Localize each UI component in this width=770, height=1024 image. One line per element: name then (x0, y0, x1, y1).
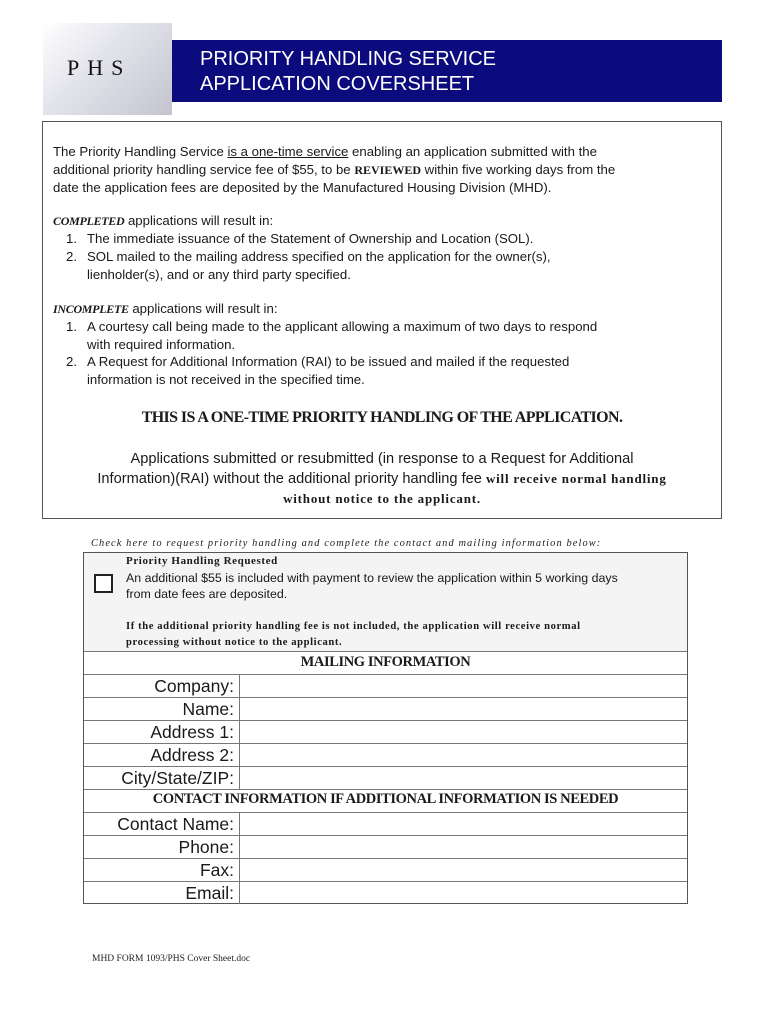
applications-note-line: Applications submitted or resubmitted (in response to a Request for Additional (130, 451, 634, 467)
intro-box (42, 121, 722, 519)
fax-row (84, 858, 687, 881)
form-footer: MHD FORM 1093/PHS Cover Sheet.doc (92, 954, 251, 964)
company-field[interactable] (239, 675, 686, 697)
priority-title: Priority Handling Requested (126, 555, 278, 567)
email-field[interactable] (239, 882, 686, 904)
fax-field[interactable] (239, 859, 686, 881)
address-1-row (84, 720, 687, 743)
address-2-field[interactable] (239, 744, 686, 766)
city-state-zip-field[interactable] (239, 767, 686, 789)
normal-handling-text: will receive normal handling (485, 471, 667, 486)
incomplete-heading (53, 300, 277, 318)
company-row (84, 674, 687, 697)
coversheet-form (83, 552, 688, 904)
city-state-zip-row (84, 766, 687, 789)
without-notice-text: without notice to the applicant. (283, 491, 481, 506)
intro-paragraph (53, 143, 615, 197)
intro-text: The Priority Handling Service (53, 144, 228, 159)
priority-description-line: from date fees are deposited. (126, 587, 288, 601)
one-time-service-text: is a one-time service (227, 144, 349, 159)
list-text: information is not received in the specified time. (87, 372, 365, 387)
title-banner (172, 40, 722, 102)
phone-label: Phone: (178, 837, 234, 857)
incomplete-item-1 (53, 318, 713, 354)
phs-logo: PHS (43, 23, 172, 115)
intro-text: within five working days from the (421, 162, 616, 177)
contact-heading-row (84, 789, 687, 812)
priority-description-line: An additional $55 is included with payment to review the application within 5 working days (126, 571, 618, 585)
completed-label: COMPLETED (53, 214, 125, 228)
completed-heading (53, 212, 273, 230)
priority-checkbox[interactable] (94, 574, 113, 593)
reviewed-text: REVIEWED (354, 163, 421, 177)
incomplete-item-2 (53, 353, 713, 389)
applications-note-line (43, 469, 721, 489)
check-instruction: Check here to request priority handling and complete the contact and mailing information below: (91, 538, 602, 549)
fax-label: Fax: (199, 860, 234, 880)
contact-name-field[interactable] (239, 813, 686, 835)
list-number: 1. (66, 231, 77, 246)
list-text: A Request for Additional Information (RAI) to be issued and mailed if the requested (87, 354, 570, 369)
priority-note-line: processing without notice to the applicant. (126, 637, 343, 648)
email-label: Email: (185, 883, 234, 903)
name-row (84, 697, 687, 720)
title-line-1: PRIORITY HANDLING SERVICE (200, 48, 496, 70)
list-number: 1. (66, 319, 77, 334)
email-row (84, 881, 687, 904)
address-1-field[interactable] (239, 721, 686, 743)
completed-item-1 (53, 230, 713, 248)
phone-field[interactable] (239, 836, 686, 858)
list-text: The immediate issuance of the Statement of Ownership and Location (SOL). (87, 231, 534, 246)
list-text: lienholder(s), and or any third party specified. (87, 267, 351, 282)
intro-text: date the application fees are deposited by the Manufactured Housing Division (MHD). (53, 180, 552, 195)
list-number: 2. (66, 249, 77, 264)
list-text: A courtesy call being made to the applicant allowing a maximum of two days to respond (87, 319, 598, 334)
applications-note-text: Information)(RAI) without the additional priority handling fee (97, 471, 486, 487)
company-label: Company: (154, 676, 234, 696)
title-line-2: APPLICATION COVERSHEET (200, 73, 475, 95)
intro-text: enabling an application submitted with the (348, 144, 597, 159)
incomplete-label: INCOMPLETE (53, 302, 129, 316)
completed-item-2 (53, 248, 713, 284)
name-field[interactable] (239, 698, 686, 720)
priority-section (84, 553, 687, 652)
intro-text: additional priority handling service fee of $55, to be (53, 162, 355, 177)
address-2-row (84, 743, 687, 766)
contact-heading: CONTACT INFORMATION IF ADDITIONAL INFORMATION IS NEEDED (152, 791, 619, 807)
contact-name-row (84, 812, 687, 835)
list-text: with required information. (87, 337, 236, 352)
one-time-heading: THIS IS A ONE-TIME PRIORITY HANDLING OF THE APPLICATION. (141, 409, 623, 426)
city-state-zip-label: City/State/ZIP: (121, 768, 234, 788)
mailing-heading: MAILING INFORMATION (300, 654, 471, 670)
applications-note (43, 450, 721, 508)
phone-row (84, 835, 687, 858)
priority-note-line: If the additional priority handling fee is not included, the application will receive normal (126, 621, 581, 632)
contact-name-label: Contact Name: (117, 814, 234, 834)
list-text: SOL mailed to the mailing address specified on the application for the owner(s), (87, 249, 551, 264)
name-label: Name: (182, 699, 234, 719)
priority-note (126, 619, 686, 651)
address-1-label: Address 1: (150, 722, 234, 742)
incomplete-suffix: applications will result in: (128, 301, 278, 316)
list-number: 2. (66, 354, 77, 369)
completed-suffix: applications will result in: (124, 213, 274, 228)
priority-description (126, 570, 686, 602)
address-2-label: Address 2: (150, 745, 234, 765)
